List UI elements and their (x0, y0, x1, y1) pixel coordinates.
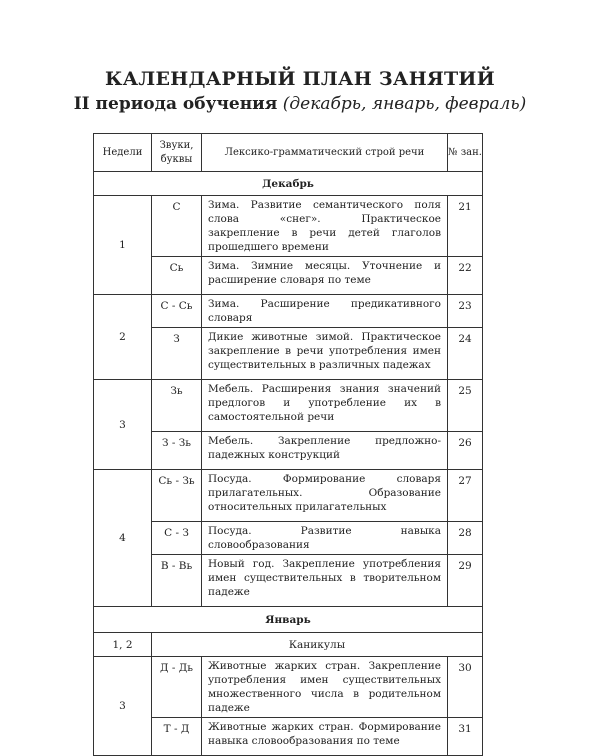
month-row-january (94, 607, 483, 633)
sound-cell: С (152, 196, 202, 257)
topic-cell: Новый год. Закрепление употребления имен существительных в творительном падеже (202, 555, 448, 607)
topic-cell: Мебель. Расширения знания значений предлогов и употребление их в самостоятельной речи (202, 380, 448, 432)
lesson-number-cell: 26 (448, 432, 483, 470)
page-title: КАЛЕНДАРНЫЙ ПЛАН ЗАНЯТИЙ (105, 68, 495, 90)
lesson-number-cell: 23 (448, 295, 483, 328)
sound-cell: С - З (152, 522, 202, 555)
topic-cell: Животные жарких стран. Формирование навыка словообразования по теме (202, 718, 448, 756)
sound-cell: З (152, 328, 202, 380)
week-cell: 3 (94, 380, 152, 470)
month-label: Декабрь (94, 172, 483, 196)
sound-cell: В - Вь (152, 555, 202, 607)
week-cell: 4 (94, 470, 152, 607)
week-cell: 1 (94, 196, 152, 295)
lesson-number-cell: 29 (448, 555, 483, 607)
topic-cell: Животные жарких стран. Закрепление употребления имен существительных множественного числа в родительном падеже (202, 657, 448, 718)
table-row (94, 470, 483, 522)
sound-cell: Сь - Зь (152, 470, 202, 522)
page-subtitle (0, 94, 600, 114)
table-row (94, 328, 483, 380)
subtitle-period: II периода обучения (73, 94, 278, 114)
table-row (94, 657, 483, 718)
topic-cell: Зима. Развитие семантического поля слова «снег». Практическое закрепление в речи детей глаголов прошедшего времени (202, 196, 448, 257)
lesson-number-cell: 22 (448, 257, 483, 295)
lesson-number-cell: 30 (448, 657, 483, 718)
topic-cell: Зима. Расширение предикативного словаря (202, 295, 448, 328)
col-header-sounds: Звуки, буквы (152, 134, 202, 172)
table-row (94, 522, 483, 555)
topic-cell: Зима. Зимние месяцы. Уточнение и расширение словаря по теме (202, 257, 448, 295)
table-row (94, 555, 483, 607)
week-cell: 1, 2 (94, 633, 152, 657)
lesson-number-cell: 27 (448, 470, 483, 522)
lesson-number-cell: 25 (448, 380, 483, 432)
topic-cell: Посуда. Формирование словаря прилагательных. Образование относительных прилагательных (202, 470, 448, 522)
topic-cell: Посуда. Развитие навыка словообразования (202, 522, 448, 555)
table-row (94, 196, 483, 257)
month-row-december (94, 172, 483, 196)
col-header-lesson-number: № зан. (448, 134, 483, 172)
table-row (94, 295, 483, 328)
holidays-cell: Каникулы (152, 633, 483, 657)
sound-cell: Т - Д (152, 718, 202, 756)
col-header-weeks: Недели (94, 134, 152, 172)
table-row (94, 633, 483, 657)
topic-cell: Мебель. Закрепление предложно-падежных конструкций (202, 432, 448, 470)
lesson-number-cell: 31 (448, 718, 483, 756)
sound-cell: С - Сь (152, 295, 202, 328)
sound-cell: З - Зь (152, 432, 202, 470)
col-header-grammar: Лексико-грамматический строй речи (202, 134, 448, 172)
table-row (94, 432, 483, 470)
subtitle-months: (декабрь, январь, февраль) (282, 94, 527, 114)
month-label: Январь (94, 607, 483, 633)
sound-cell: Д - Дь (152, 657, 202, 718)
lesson-number-cell: 24 (448, 328, 483, 380)
week-cell: 2 (94, 295, 152, 380)
topic-cell: Дикие животные зимой. Практическое закрепление в речи употребления имен существительных в различных падежах (202, 328, 448, 380)
sound-cell: Сь (152, 257, 202, 295)
table-header-row (94, 134, 483, 172)
sound-cell: Зь (152, 380, 202, 432)
lesson-number-cell: 21 (448, 196, 483, 257)
week-cell: 3 (94, 657, 152, 756)
lesson-plan-table (93, 133, 483, 756)
table-row (94, 380, 483, 432)
lesson-number-cell: 28 (448, 522, 483, 555)
table-row (94, 257, 483, 295)
